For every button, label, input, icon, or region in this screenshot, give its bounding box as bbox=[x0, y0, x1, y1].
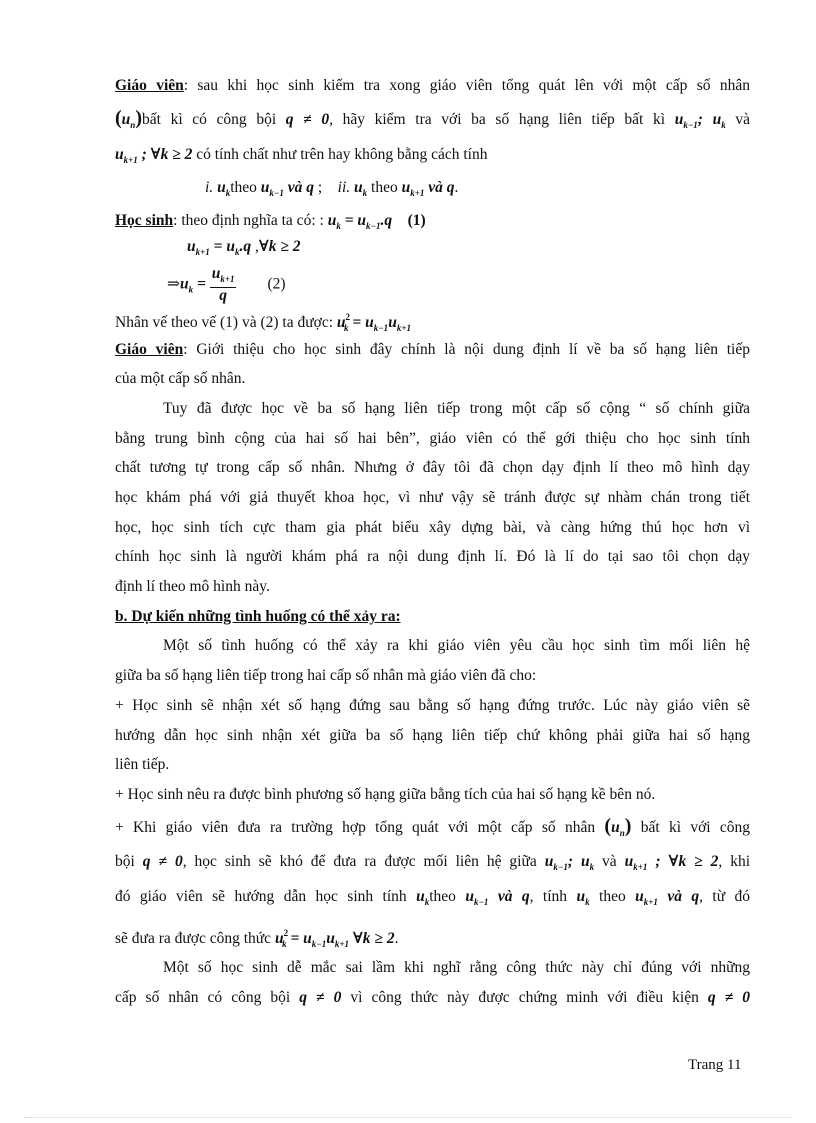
p1-line3: $u_{k+1}$ ; ∀k ≥ 2 có tính chất như trên hay không bằng cách tính bbox=[115, 146, 488, 165]
p4-line2: bằng trung bình cộng của hai số hai bên”, giáo viên có thể gới thiệu cho học sinh tính bbox=[115, 430, 750, 447]
p4-line3: chất tương tự trong cấp số nhân. Nhưng ở đây tôi đã chọn dạy định lí theo mô hình dạy bbox=[115, 459, 750, 476]
p4-line5: học, học sinh tích cực tham gia phát biểu xây dựng bài, và càng hứng thú học hơn vì bbox=[115, 519, 750, 536]
p4-line4: học khám phá với giả thuyết khoa học, vì như vậy sẽ tránh được sự nhàm chán trong tiết bbox=[115, 489, 750, 506]
student-label: Học sinh bbox=[115, 212, 174, 229]
p2-line1: Học sinh: theo định nghĩa ta có: : $u_k = u_{k-1}.q$ (1) bbox=[115, 212, 426, 231]
page-bottom-divider bbox=[24, 1117, 792, 1118]
p1-line4: i. $u_ktheo$ $u_{k-1}$ và q ; ii. $u_k$ theo $u_{k+1}$ và q. bbox=[205, 179, 459, 198]
p9-line1: Một số học sinh dễ mắc sai lầm khi nghĩ rằng công thức này chỉ đúng với những bbox=[163, 959, 750, 976]
p4-line6: chính học sinh là người khám phá ra nội dung định lí. Đó là lí do tại sao tôi chọn dạy bbox=[115, 548, 750, 565]
p2-line2: $u_{k+1} = u_k.q$ ,∀k ≥ 2 bbox=[187, 238, 301, 257]
p1-line2: $(u_n)bất$ kì có công bội q ≠ 0, hãy kiểm tra với ba số hạng liên tiếp bất kì $u_{k-1}$; $u_k$ và bbox=[115, 107, 751, 130]
p9-line2: cấp số nhân có công bội q ≠ 0 vì công thức này được chứng minh với điều kiện q ≠ 0 bbox=[115, 989, 751, 1006]
teacher-label-2: Giáo viên bbox=[115, 341, 184, 358]
p5-line2: giữa ba số hạng liên tiếp trong hai cấp số nhân mà giáo viên đã cho: bbox=[115, 667, 537, 684]
p8-line1: + Khi giáo viên đưa ra trường hợp tổng quát với một cấp số nhân $(u_n)$ bất kì với công bbox=[115, 815, 751, 838]
p1-line1: Giáo viên: sau khi học sinh kiểm tra xong giáo viên tổng quát lên với một cấp số nhân bbox=[115, 77, 750, 94]
teacher-label: Giáo viên bbox=[115, 77, 184, 94]
p6-line1: + Học sinh sẽ nhận xét số hạng đứng sau bằng số hạng đứng trước. Lúc này giáo viên sẽ bbox=[115, 697, 750, 714]
section-heading-b: b. Dự kiến những tình huống có thể xảy ra: bbox=[115, 608, 401, 625]
p3-line2: của một cấp số nhân. bbox=[115, 370, 246, 387]
page-number: Trang 11 bbox=[688, 1057, 742, 1073]
p6-line3: liên tiếp. bbox=[115, 756, 170, 773]
p4-line1: Tuy đã được học về ba số hạng liên tiếp trong một cấp số cộng “ số chính giữa bbox=[163, 400, 750, 417]
p7-line1: + Học sinh nêu ra được bình phương số hạng giữa bằng tích của hai số hạng kề bên nó. bbox=[115, 786, 656, 803]
p2-line3: $\Rightarrow u_k$ = $\frac{u_{k+1}}{q}$ (2) bbox=[167, 265, 286, 304]
p4-line7: định lí theo mô hình này. bbox=[115, 578, 270, 595]
p3-line1: Giáo viên: Giới thiệu cho học sinh đây chính là nội dung định lí về ba số hạng liên tiếp bbox=[115, 341, 750, 358]
p8-line3: đó giáo viên sẽ hướng dẫn học sinh tính $u_ktheo$ $u_{k-1}$ và q, tính $u_k$ theo $u_{k+1}$ và q, từ đó bbox=[115, 888, 751, 907]
p8-line4: sẽ đưa ra được công thức $u^2_k = u_{k-1}u_{k+1}$ ∀k ≥ 2. bbox=[115, 928, 399, 949]
p6-line2: hướng dẫn học sinh nhận xét giữa ba số hạng liên tiếp chứ không phải giữa hai số hạng bbox=[115, 727, 750, 744]
p5-line1: Một số tình huống có thể xảy ra khi giáo viên yêu cầu học sinh tìm mối liên hệ bbox=[163, 637, 750, 654]
p8-line2: bội q ≠ 0, học sinh sẽ khó để đưa ra được mối liên hệ giữa $u_{k-1}$; $u_k$ và $u_{k+1}$ ; ∀k ≥ 2, khi bbox=[115, 853, 751, 872]
p2-line4: Nhân vế theo vế (1) và (2) ta được: $u^2_k = u_{k-1}u_{k+1}$ bbox=[115, 312, 411, 333]
